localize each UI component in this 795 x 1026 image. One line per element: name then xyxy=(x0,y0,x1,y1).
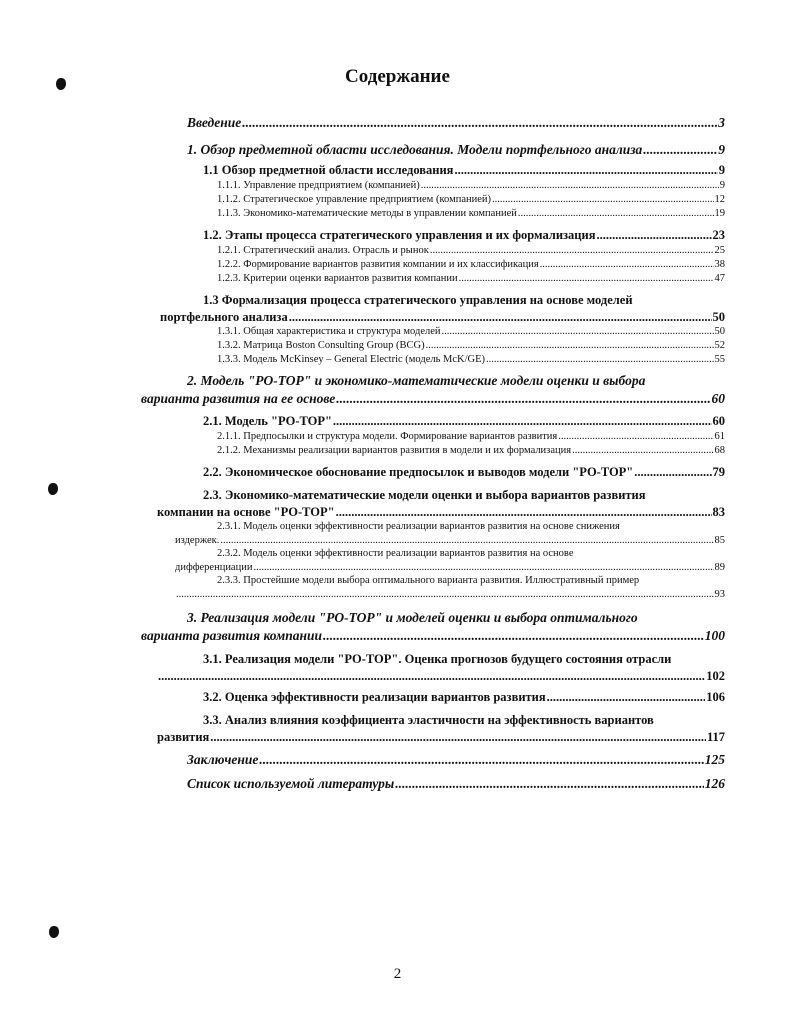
toc-entry-section-1-3: портфельного анализа ..... 50 xyxy=(160,310,725,325)
toc-entry-intro: Введение ..... 3 xyxy=(187,115,725,131)
toc-entry-section-3-2: 3.2. Оценка эффективности реализации вариантов развития ..... 106 xyxy=(203,690,725,705)
toc-entry-subsection-1-2-1: 1.2.1. Стратегический анализ. Отрасль и рынок ..... 25 xyxy=(217,245,725,256)
toc-entry-subsection-1-2-2: 1.2.2. Формирование вариантов развития компании и их классификация ..... 38 xyxy=(217,259,725,270)
toc-entry-subsection-2-3-1-line1: 2.3.1. Модель оценки эффективности реализации вариантов развития на основе снижения xyxy=(217,521,620,532)
toc-entry-subsection-2-1-1: 2.1.1. Предпосылки и структура модели. Формирование вариантов развития ..... 61 xyxy=(217,431,725,442)
toc-entry-section-3-3-line1: 3.3. Анализ влияния коэффициента эластичности на эффективность вариантов xyxy=(203,713,654,727)
toc-entry-subsection-2-3-2-line1: 2.3.2. Модель оценки эффективности реализации вариантов развития на основе xyxy=(217,548,574,559)
toc-entry-references: Список используемой литературы ..... 126 xyxy=(187,776,725,792)
toc-entry-subsection-1-3-2: 1.3.2. Матрица Boston Consulting Group (BCG) ..... 52 xyxy=(217,340,725,351)
toc-entry-subsection-2-3-1: издержек. ..... 85 xyxy=(175,535,725,546)
toc-entry-subsection-1-1-3: 1.1.3. Экономико-математические методы в управлении компанией ..... 19 xyxy=(217,208,725,219)
toc-entry-section-1-2: 1.2. Этапы процесса стратегического управления и их формализация ..... 23 xyxy=(203,228,725,243)
toc-entry-section-2-3-line1: 2.3. Экономико-математические модели оценки и выбора вариантов развития xyxy=(203,488,646,502)
toc-entry-section-2-2: 2.2. Экономическое обоснование предпосылок и выводов модели "PO-TOP" ..... 79 xyxy=(203,465,725,480)
page-title: Содержание xyxy=(345,66,450,87)
toc-entry-conclusion: Заключение ..... 125 xyxy=(187,752,725,768)
toc-entry-subsection-2-1-2: 2.1.2. Механизмы реализации вариантов развития в модели и их формализация ..... 68 xyxy=(217,445,725,456)
toc-entry-subsection-1-1-1: 1.1.1. Управление предприятием (компанией) ..... 9 xyxy=(217,180,725,191)
toc-entry-subsection-1-1-2: 1.1.2. Стратегическое управление предприятием (компанией) ..... 12 xyxy=(217,194,725,205)
toc-entry-chapter-3-line1: 3. Реализация модели "PO-TOP" и моделей оценки и выбора оптимального xyxy=(187,610,638,625)
scan-hole-mark xyxy=(48,483,58,495)
toc-entry-chapter-3: варианта развития компании ..... 100 xyxy=(141,628,725,644)
toc-entry-section-2-3: компании на основе "PO-TOP" ..... 83 xyxy=(157,505,725,520)
toc-entry-subsection-1-3-1: 1.3.1. Общая характеристика и структура моделей ..... 50 xyxy=(217,326,725,337)
toc-entry-subsection-2-3-3: ..... 93 xyxy=(175,589,725,600)
toc-entry-section-3-3: развития ..... 117 xyxy=(157,730,725,745)
toc-entry-section-1-1: 1.1 Обзор предметной области исследования ..... 9 xyxy=(203,163,725,178)
toc-entry-section-2-1: 2.1. Модель "PO-TOP" ..... 60 xyxy=(203,414,725,429)
toc-entry-section-1-3-line1: 1.3 Формализация процесса стратегического управления на основе моделей xyxy=(203,293,633,307)
toc-entry-chapter-2: варианта развития на ее основе ..... 60 xyxy=(141,391,725,407)
toc-entry-subsection-1-2-3: 1.2.3. Критерии оценки вариантов развития компании ..... 47 xyxy=(217,273,725,284)
toc-entry-subsection-2-3-3-line1: 2.3.3. Простейшие модели выбора оптимального варианта развития. Иллюстративный пример xyxy=(217,575,640,586)
toc-entry-chapter-2-line1: 2. Модель "PO-TOP" и экономико-математические модели оценки и выбора xyxy=(187,373,646,388)
toc-entry-chapter-1: 1. Обзор предметной области исследования. Модели портфельного анализа ..... 9 xyxy=(187,142,725,158)
toc-entry-subsection-1-3-3: 1.3.3. Модель McKinsey – General Electric (модель McK/GE) ..... 55 xyxy=(217,354,725,365)
page-number: 2 xyxy=(393,966,402,982)
toc-entry-section-3-1: ..... 102 xyxy=(157,669,725,684)
scan-hole-mark xyxy=(49,926,59,938)
toc-entry-section-3-1-line1: 3.1. Реализация модели "PO-TOP". Оценка прогнозов будущего состояния отрасли xyxy=(203,652,672,666)
toc-entry-subsection-2-3-2: дифференциации ..... 89 xyxy=(175,562,725,573)
